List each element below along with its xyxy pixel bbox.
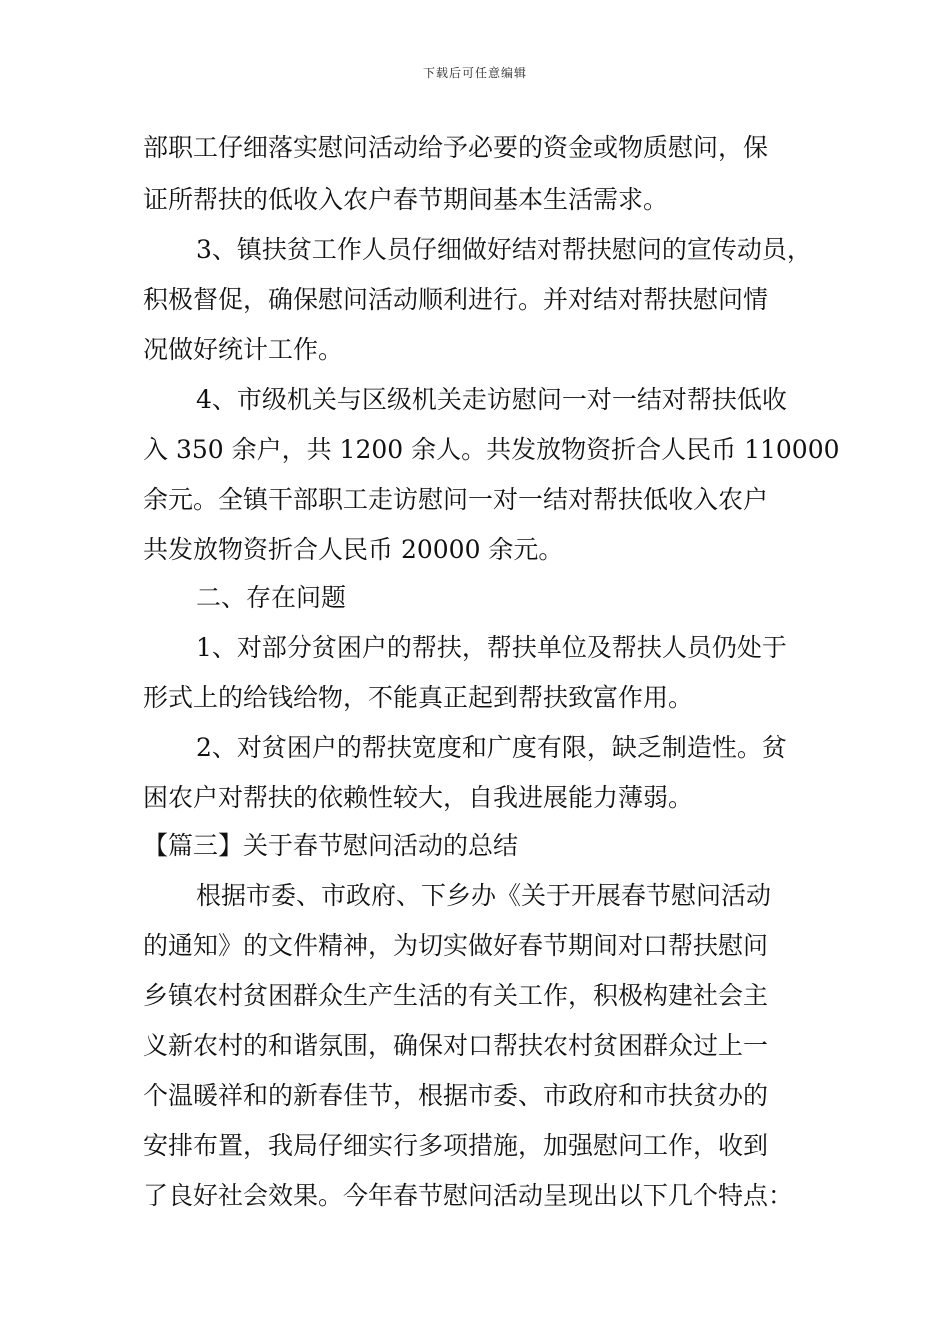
text-line: 的通知》的文件精神，为切实做好春节期间对口帮扶慰问 — [143, 931, 769, 960]
text-line: 余元。全镇干部职工走访慰问一对一结对帮扶低收入农户 — [143, 485, 769, 514]
text-line: 共发放物资折合人民币 20000 余元。 — [143, 535, 564, 564]
text-line: 3、镇扶贫工作人员仔细做好结对帮扶慰问的宣传动员， — [196, 235, 812, 264]
text-line: 证所帮扶的低收入农户春节期间基本生活需求。 — [143, 185, 669, 214]
chapter-title: 【篇三】关于春节慰问活动的总结 — [143, 831, 519, 860]
text-line: 入 350 余户，共 1200 余人。共发放物资折合人民币 110000 — [143, 435, 840, 464]
text-line: 困农户对帮扶的依赖性较大，自我进展能力薄弱。 — [143, 783, 694, 812]
text-line: 1、对部分贫困户的帮扶，帮扶单位及帮扶人员仍处于 — [196, 633, 787, 662]
text-line: 义新农村的和谐氛围，确保对口帮扶农村贫困群众过上一 — [143, 1031, 769, 1060]
text-line: 积极督促，确保慰问活动顺利进行。并对结对帮扶慰问情 — [143, 285, 769, 314]
text-line: 2、对贫困户的帮扶宽度和广度有限，缺乏制造性。贫 — [196, 733, 787, 762]
text-line: 个温暖祥和的新春佳节，根据市委、市政府和市扶贫办的 — [143, 1081, 769, 1110]
text-line: 况做好统计工作。 — [143, 335, 344, 364]
text-line: 形式上的给钱给物，不能真正起到帮扶致富作用。 — [143, 683, 694, 712]
text-line: 安排布置，我局仔细实行多项措施，加强慰问工作，收到 — [143, 1131, 769, 1160]
text-line: 乡镇农村贫困群众生产生活的有关工作，积极构建社会主 — [143, 981, 769, 1010]
page-header: 下载后可任意编辑 — [422, 66, 527, 80]
text-line: 根据市委、市政府、下乡办《关于开展春节慰问活动 — [196, 881, 772, 910]
text-line: 了良好社会效果。今年春节慰问活动呈现出以下几个特点： — [143, 1181, 794, 1210]
text-line: 部职工仔细落实慰问活动给予必要的资金或物质慰问，保 — [143, 133, 769, 162]
section-heading: 二、存在问题 — [196, 583, 347, 612]
text-line: 4、市级机关与区级机关走访慰问一对一结对帮扶低收 — [196, 385, 787, 414]
